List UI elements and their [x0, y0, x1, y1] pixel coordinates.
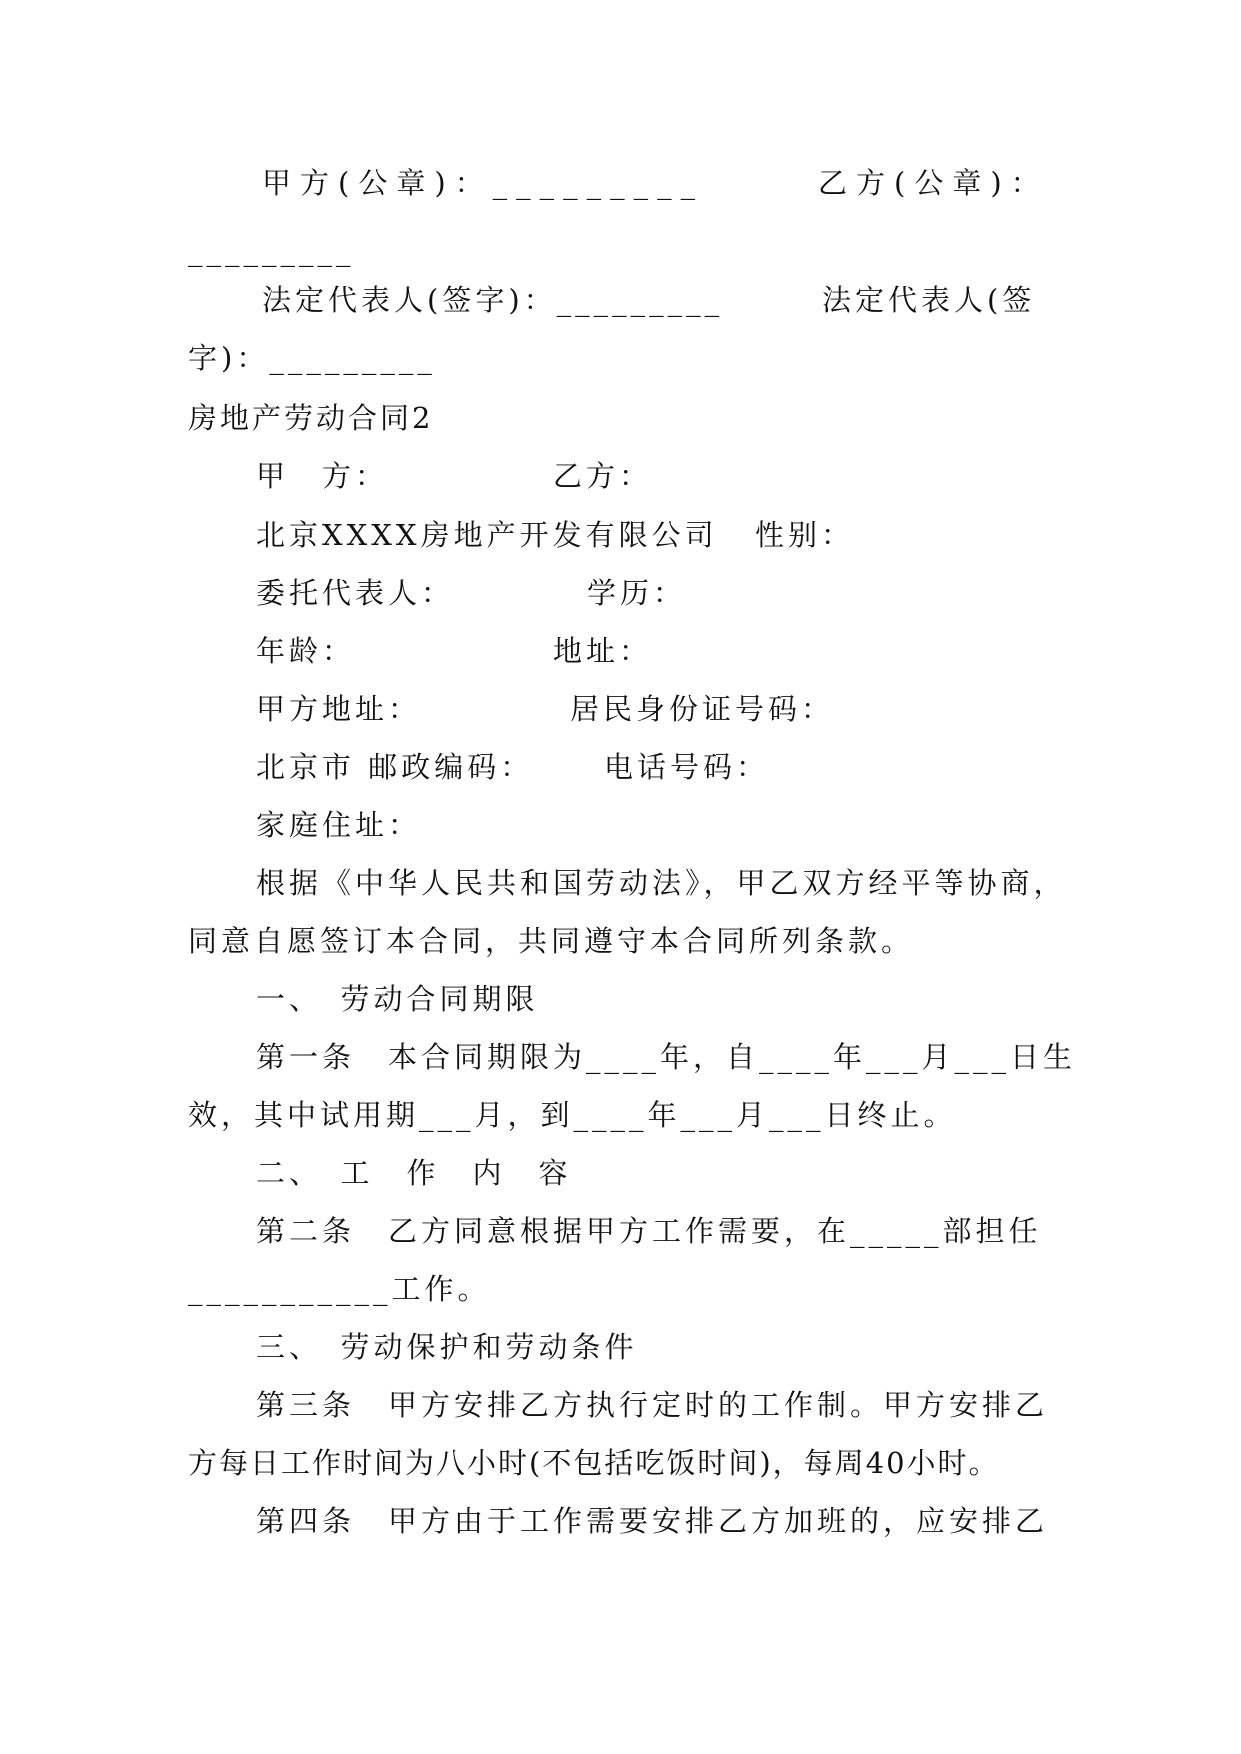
- party-a-address-label: 甲方地址：: [256, 692, 422, 726]
- rep-b-cont-label: 字)：: [188, 341, 270, 375]
- article-4-line-1: 第四条 甲方由于工作需要安排乙方加班的，应安排乙: [256, 1504, 1049, 1538]
- home-address-label: 家庭住址：: [256, 808, 422, 842]
- id-number-label: 居民身份证号码：: [570, 692, 835, 726]
- party-a-seal-label: 甲方(公章)：: [262, 166, 493, 200]
- article-1-line-1: 第一条 本合同期限为____年，自____年___月___日生: [256, 1040, 1077, 1074]
- party-a-label: 甲 方：: [256, 459, 389, 493]
- party-b-seal-blank: _________: [188, 233, 355, 267]
- party-b-label: 乙方：: [553, 459, 653, 493]
- party-b-seal-label: 乙方(公章)：: [818, 166, 1049, 200]
- intro-line-2: 同意自愿签订本合同，共同遵守本合同所列条款。: [188, 924, 915, 958]
- gender-label: 性别：: [755, 518, 855, 552]
- article-3-line-2: 方每日工作时间为八小时(不包括吃饭时间)，每周40小时。: [188, 1446, 1000, 1480]
- age-label: 年龄：: [256, 634, 356, 668]
- address-label: 地址：: [553, 634, 653, 668]
- article-1-line-2: 效，其中试用期___月，到____年___月___日终止。: [188, 1098, 957, 1132]
- document-title: 房地产劳动合同2: [188, 401, 434, 435]
- section-heading-3: 三、 劳动保护和劳动条件: [256, 1330, 638, 1364]
- phone-label: 电话号码：: [604, 750, 770, 784]
- education-label: 学历：: [587, 576, 687, 610]
- rep-b-label: 法定代表人(签: [822, 283, 1036, 317]
- rep-a-blank: _________: [556, 283, 724, 317]
- party-a-seal-blank: _________: [492, 166, 705, 200]
- delegate-label: 委托代表人：: [256, 576, 455, 610]
- rep-a-line: [262, 280, 723, 320]
- article-2-line-2: ___________工作。: [188, 1272, 491, 1306]
- section-heading-1: 一、 劳动合同期限: [256, 982, 539, 1016]
- intro-line-1: 根据《中华人民共和国劳动法》，甲乙双方经平等协商，: [256, 866, 1067, 900]
- rep-b-blank: _________: [269, 341, 436, 375]
- party-a-seal-line: [262, 163, 704, 203]
- rep-a-label: 法定代表人(签字)：: [262, 283, 557, 317]
- city-postcode-label: 北京市 邮政编码：: [256, 750, 534, 784]
- article-2-line-1: 第二条 乙方同意根据甲方工作需要，在_____部担任: [256, 1214, 1042, 1248]
- rep-b-cont-line: [188, 338, 436, 378]
- section-heading-2: 二、 工 作 内 容: [256, 1156, 572, 1190]
- company-name: 北京XXXX房地产开发有限公司: [256, 518, 718, 552]
- article-3-line-1: 第三条 甲方安排乙方执行定时的工作制。甲方安排乙: [256, 1388, 1049, 1422]
